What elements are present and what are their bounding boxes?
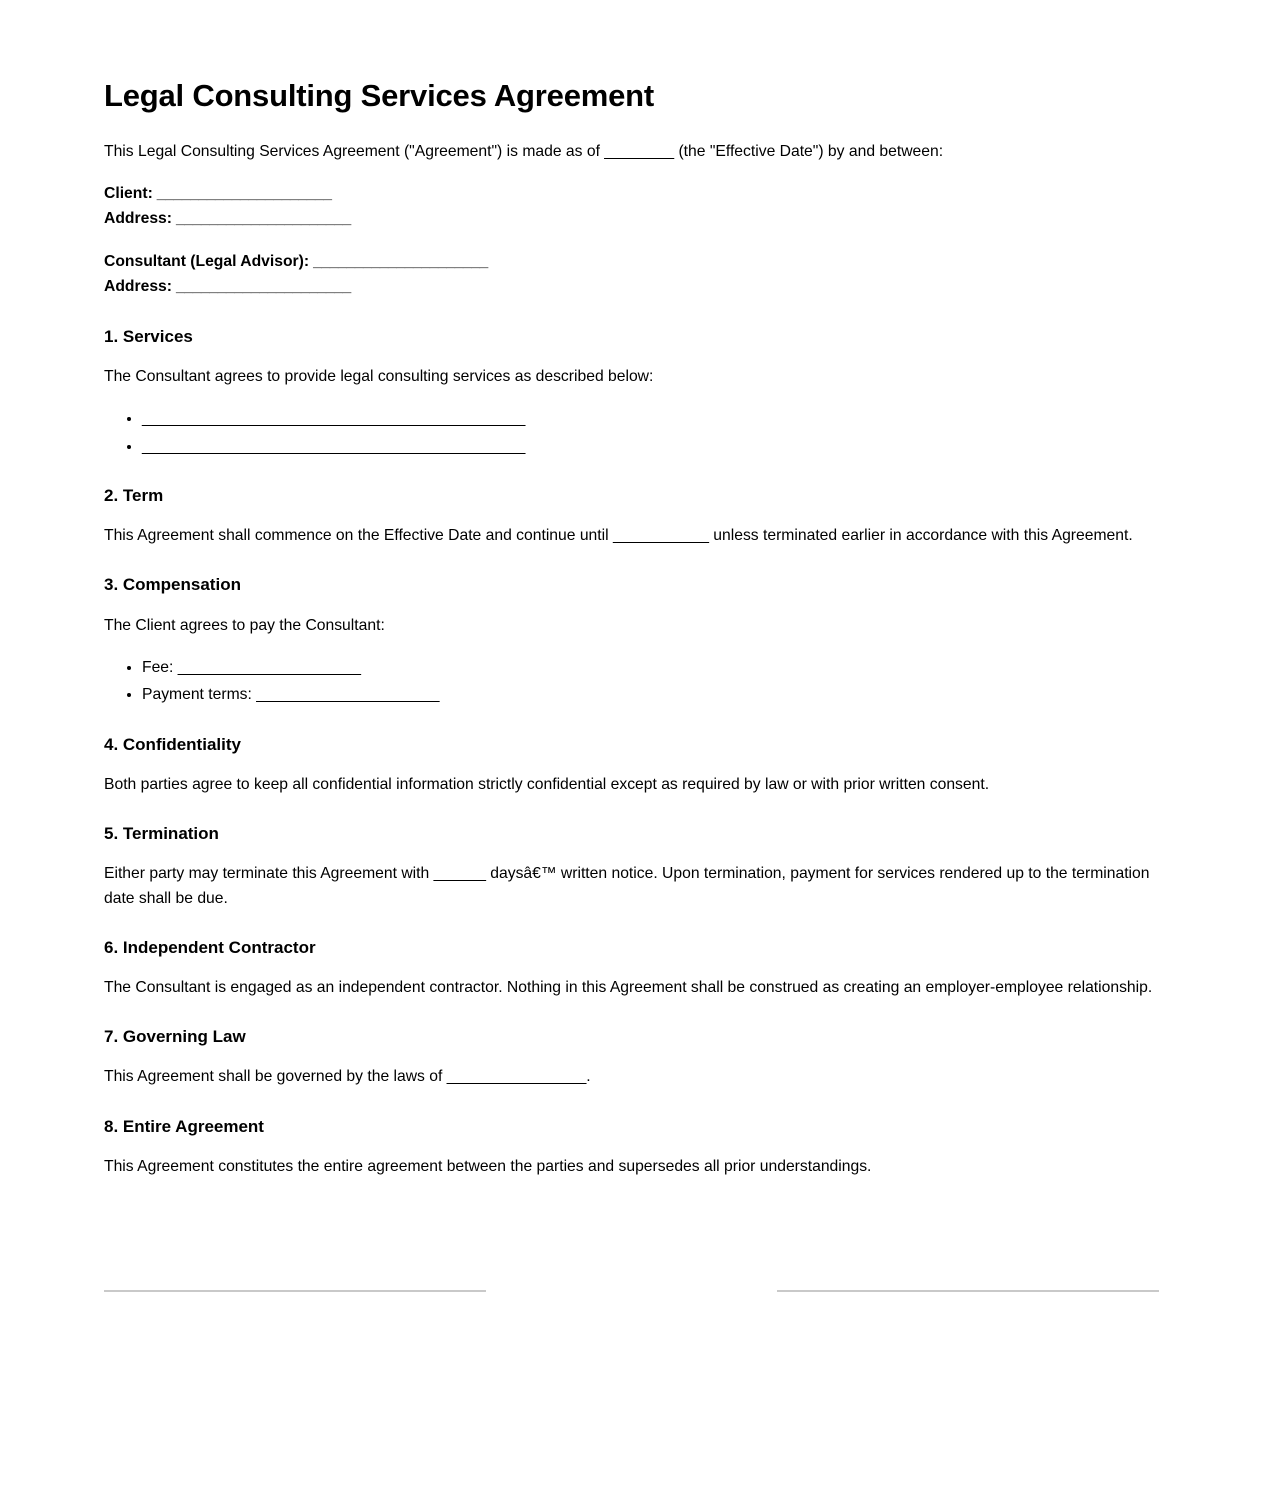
client-address-label: Address:	[104, 210, 172, 228]
confidentiality-body: Both parties agree to keep all confidential information strictly confidential except as required by law or with prior written consent.	[104, 775, 990, 793]
service-blank-field-1[interactable]: ______________________________________________	[142, 410, 525, 428]
signature-line-left[interactable]	[104, 1290, 486, 1292]
section-heading-services: 1. Services	[104, 326, 193, 346]
list-item[interactable]: • Fee: _____________________	[142, 655, 1159, 680]
client-party-block	[104, 181, 1159, 232]
client-address-line	[104, 206, 1159, 231]
section-heading-termination: 5. Termination	[104, 824, 219, 844]
client-line	[104, 181, 1159, 206]
service-blank-field-2[interactable]: ______________________________________________	[142, 437, 525, 455]
consultant-address-line	[104, 274, 1159, 299]
list-item[interactable]: • Payment terms: _____________________	[142, 682, 1159, 707]
consultant-address-label: Address:	[104, 278, 172, 296]
consultant-blank-field[interactable]: _____________________	[309, 252, 488, 270]
independent-contractor-body: The Consultant is engaged as an independent contractor. Nothing in this Agreement shall be construed as creating an employer-employee relationship.	[104, 979, 1153, 996]
term-body: This Agreement shall commence on the Effective Date and continue until ___________ unless terminated earlier in accordance with this Agreement.	[104, 527, 1133, 545]
consultant-line	[104, 249, 1159, 274]
consultant-label: Consultant (Legal Advisor):	[104, 252, 310, 270]
client-label: Client:	[104, 184, 153, 202]
section-heading-governing-law: 7. Governing Law	[104, 1027, 246, 1047]
intro-paragraph: This Legal Consulting Services Agreement ("Agreement") is made as of ________ (the "Effective Date") by and between:	[104, 142, 944, 160]
termination-body: Either party may terminate this Agreement with ______ daysâ€™ written notice. Upon termination, payment for services rendered up to the termination date shall be due.	[104, 865, 1150, 907]
consultant-party-block	[104, 249, 1159, 300]
section-heading-confidentiality: 4. Confidentiality	[104, 734, 241, 754]
page-title: Legal Consulting Services Agreement	[104, 78, 655, 113]
client-blank-field[interactable]: _____________________	[152, 184, 332, 202]
signature-line-right[interactable]	[777, 1290, 1159, 1292]
list-item	[142, 406, 1159, 431]
section-heading-term: 2. Term	[104, 486, 164, 506]
compensation-list	[104, 655, 1159, 708]
list-item	[142, 434, 1159, 459]
consultant-address-blank-field[interactable]: _____________________	[172, 278, 351, 296]
governing-law-body: This Agreement shall be governed by the laws of ________________.	[104, 1068, 591, 1086]
entire-agreement-body: This Agreement constitutes the entire agreement between the parties and supersedes all prior understandings.	[104, 1157, 872, 1175]
services-list	[104, 406, 1159, 459]
section-heading-compensation: 3. Compensation	[104, 575, 241, 595]
compensation-intro: The Client agrees to pay the Consultant:	[104, 616, 385, 634]
client-address-blank-field[interactable]: _____________________	[172, 210, 351, 228]
signature-row	[104, 1290, 1159, 1292]
section-heading-entire-agreement: 8. Entire Agreement	[104, 1116, 264, 1136]
section-heading-independent-contractor: 6. Independent Contractor	[104, 937, 316, 957]
services-intro: The Consultant agrees to provide legal consulting services as described below:	[104, 367, 654, 385]
